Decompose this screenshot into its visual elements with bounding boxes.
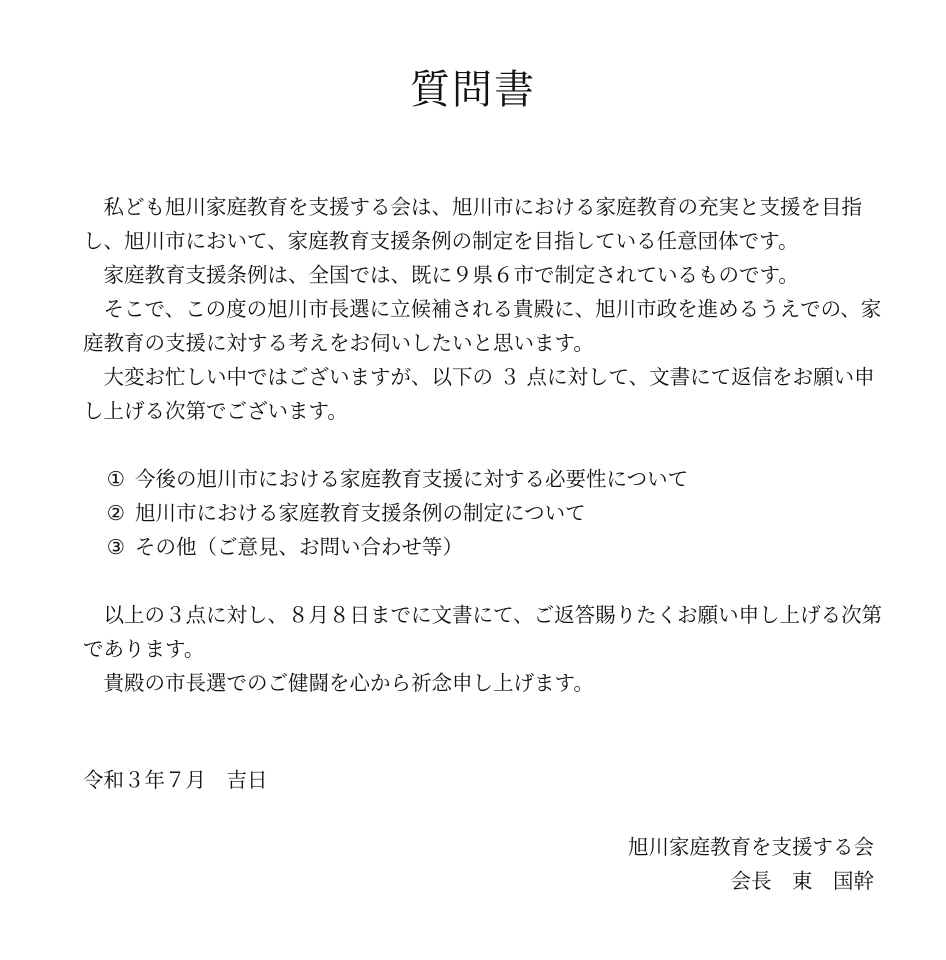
paragraph-request-purpose: そこで、この度の旭川市長選に立候補される貴殿に、旭川市政を進めるうえでの、家庭教育の支援に対する考えをお伺いしたいと思います。 xyxy=(83,297,882,355)
document-date: 令和３年７月 吉日 xyxy=(83,768,268,792)
list-number: ② xyxy=(106,501,125,525)
paragraph-reply-request: 大変お忙しい中ではございますが、以下の ３ 点に対して、文書にて返信をお願い申し上げる次第でございます。 xyxy=(83,365,875,423)
paragraph-closing-wishes: 貴殿の市長選でのご健闘を心から祈念申し上げます。 xyxy=(103,671,594,695)
signature-representative: 会長 東 国幹 xyxy=(730,869,874,893)
spacer xyxy=(83,428,883,462)
paragraph-intro: 私ども旭川家庭教育を支援する会は、旭川市における家庭教育の充実と支援を目指し、旭川市において、家庭教育支援条例の制定を目指している任意団体です。 xyxy=(83,195,862,253)
question-list xyxy=(83,462,883,564)
list-item xyxy=(83,530,883,564)
list-number: ③ xyxy=(106,535,125,559)
paragraph-ordinance-status: 家庭教育支援条例は、全国では、既に９県６市で制定されているものです。 xyxy=(103,263,799,287)
signature-block xyxy=(628,830,874,898)
list-item xyxy=(83,496,883,530)
document-body xyxy=(83,190,883,700)
spacer xyxy=(83,564,883,598)
list-text: 旭川市における家庭教育支援条例の制定について xyxy=(135,501,586,525)
list-item xyxy=(83,462,883,496)
list-number: ① xyxy=(106,467,125,491)
paragraph-deadline: 以上の３点に対し、８月８日までに文書にて、ご返答賜りたくお願い申し上げる次第であります。 xyxy=(83,603,883,661)
document-title: 質問書 xyxy=(410,67,536,113)
list-text: その他（ご意見、お問い合わせ等） xyxy=(135,535,463,559)
list-text: 今後の旭川市における家庭教育支援に対する必要性について xyxy=(135,467,689,491)
signature-organization: 旭川家庭教育を支援する会 xyxy=(628,835,874,859)
